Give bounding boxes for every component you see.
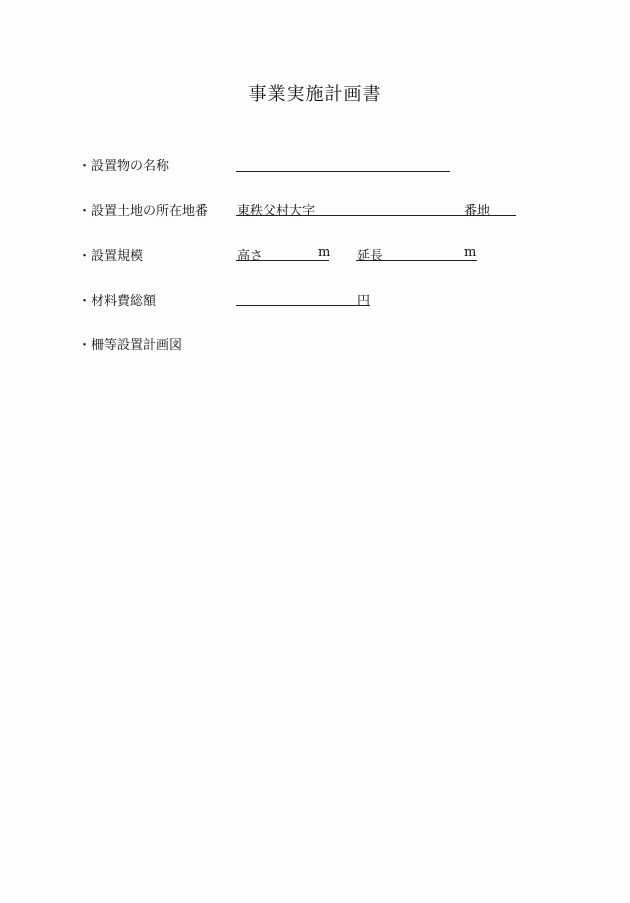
item-label-installation-scale: ・設置規模 — [78, 249, 144, 264]
material-cost-unit: 円 — [357, 294, 371, 309]
length-unit: m — [464, 245, 477, 260]
land-address-field-line — [236, 215, 516, 216]
length-label: 延長 — [357, 249, 384, 264]
item-label-installation-name: ・設置物の名称 — [78, 159, 170, 174]
installation-name-field-line — [236, 171, 450, 172]
item-label-land-address: ・設置土地の所在地番 — [78, 204, 209, 219]
document-title: 事業実施計画書 — [248, 84, 382, 105]
height-unit: m — [318, 245, 331, 260]
material-cost-field-line — [236, 305, 370, 306]
land-address-prefix: 東秩父村大字 — [237, 204, 316, 219]
length-field-line — [356, 260, 477, 261]
item-label-fence-plan: ・柵等設置計画図 — [78, 338, 183, 353]
item-label-material-cost: ・材料費総額 — [78, 294, 157, 309]
height-label: 高さ — [237, 249, 264, 264]
land-address-suffix: 番地 — [464, 204, 491, 219]
height-field-line — [236, 260, 329, 261]
